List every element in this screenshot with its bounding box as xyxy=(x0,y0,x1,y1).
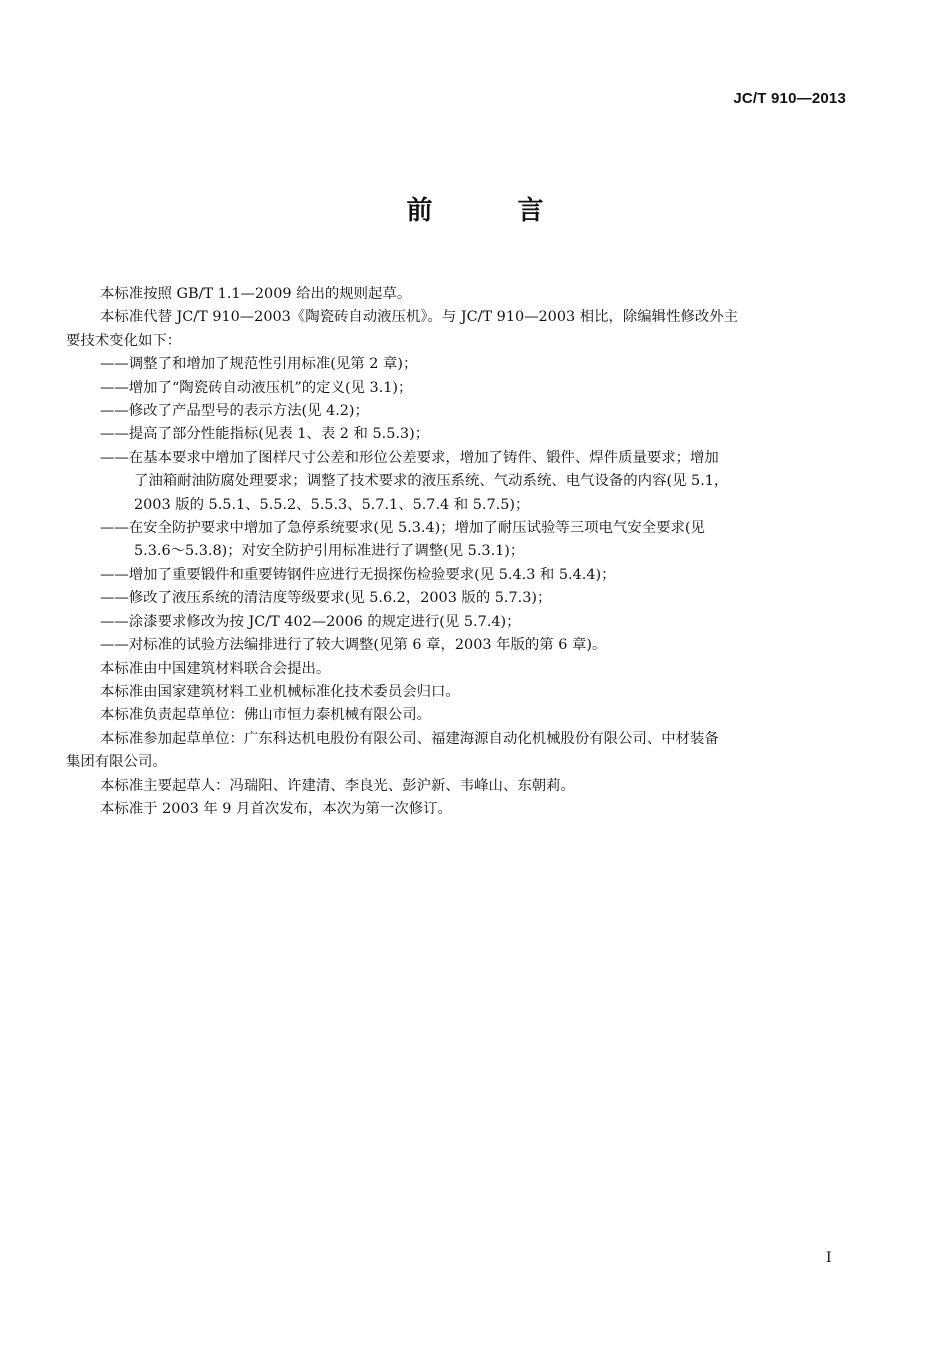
paragraph-line: 要技术变化如下： xyxy=(66,332,182,349)
paragraph-line: ——增加了重要锻件和重要铸钢件应进行无损探伤检验要求(见 5.4.3 和 5.4.4)； xyxy=(100,566,616,583)
paragraph-line: ——修改了产品型号的表示方法(见 4.2)； xyxy=(100,403,369,420)
paragraph-line: ——提高了部分性能指标(见表 1、表 2 和 5.5.3)； xyxy=(100,426,430,443)
paragraph-replaces xyxy=(66,306,852,353)
document-code: JC/T 910—2013 xyxy=(733,90,846,107)
change-item xyxy=(100,611,852,634)
paragraph-line: 本标准主要起草人：冯瑞阳、许建清、李良光、彭沪新、韦峰山、东朝莉。 xyxy=(100,777,575,794)
change-item xyxy=(100,423,852,446)
paragraph-line: ——调整了和增加了规范性引用标准(见第 2 章)； xyxy=(100,356,418,373)
paragraph-line: ——对标准的试验方法编排进行了较大调整(见第 6 章，2003 年版的第 6 章)。 xyxy=(100,637,607,654)
paragraph-committee xyxy=(100,681,852,704)
paragraph-line: 集团有限公司。 xyxy=(66,754,167,771)
paragraph-line: 2003 版的 5.5.1、5.5.2、5.5.3、5.7.1、5.7.4 和 5.7.5)； xyxy=(134,496,530,513)
paragraph-main-drafters xyxy=(100,775,852,798)
paragraph-publication-history xyxy=(100,798,852,821)
paragraph-line: 本标准由中国建筑材料联合会提出。 xyxy=(100,660,331,677)
paragraph-line: 本标准于 2003 年 9 月首次发布，本次为第一次修订。 xyxy=(100,800,452,817)
page-title: 前 言 xyxy=(406,196,582,226)
page-number: I xyxy=(826,1250,832,1266)
paragraph-line: 本标准按照 GB/T 1.1—2009 给出的规则起草。 xyxy=(100,286,412,302)
paragraph-lead-drafter xyxy=(100,704,852,727)
paragraph-line: 本标准参加起草单位：广东科达机电股份有限公司、福建海源自动化机械股份有限公司、中材装备 xyxy=(100,730,719,747)
paragraph-line: ——增加了“陶瓷砖自动液压机”的定义(见 3.1)； xyxy=(100,379,413,396)
foreword-body xyxy=(66,283,852,821)
paragraph-line: ——涂漆要求修改为按 JC/T 402—2006 的规定进行(见 5.7.4)； xyxy=(100,613,521,630)
change-item xyxy=(100,377,852,400)
paragraph-drafting-rules xyxy=(100,283,852,306)
change-item xyxy=(100,400,852,423)
paragraph-participating-drafters xyxy=(66,728,852,775)
paragraph-line: 本标准代替 JC/T 910—2003《陶瓷砖自动液压机》。与 JC/T 910—2003 相比，除编辑性修改外主 xyxy=(100,309,739,326)
paragraph-line: 本标准由国家建筑材料工业机械标准化技术委员会归口。 xyxy=(100,683,460,700)
paragraph-line: ——修改了液压系统的清洁度等级要求(见 5.6.2，2003 版的 5.7.3)； xyxy=(100,590,552,607)
paragraph-proposer xyxy=(100,658,852,681)
change-item xyxy=(100,353,852,376)
paragraph-line: ——在安全防护要求中增加了急停系统要求(见 5.3.4)；增加了耐压试验等三项电气安全要求(见 xyxy=(100,520,705,537)
change-item xyxy=(100,564,852,587)
change-item xyxy=(100,447,852,517)
change-item xyxy=(100,587,852,610)
paragraph-line: 本标准负责起草单位：佛山市恒力泰机械有限公司。 xyxy=(100,707,431,724)
change-item xyxy=(100,634,852,657)
paragraph-line: ——在基本要求中增加了图样尺寸公差和形位公差要求，增加了铸件、锻件、焊件质量要求；增加 xyxy=(100,449,719,466)
paragraph-line: 5.3.6～5.3.8)；对安全防护引用标准进行了调整(见 5.3.1)； xyxy=(134,543,525,560)
change-item xyxy=(100,517,852,564)
paragraph-line: 了油箱耐油防腐处理要求；调整了技术要求的液压系统、气动系统、电气设备的内容(见 5.1， xyxy=(134,473,729,490)
